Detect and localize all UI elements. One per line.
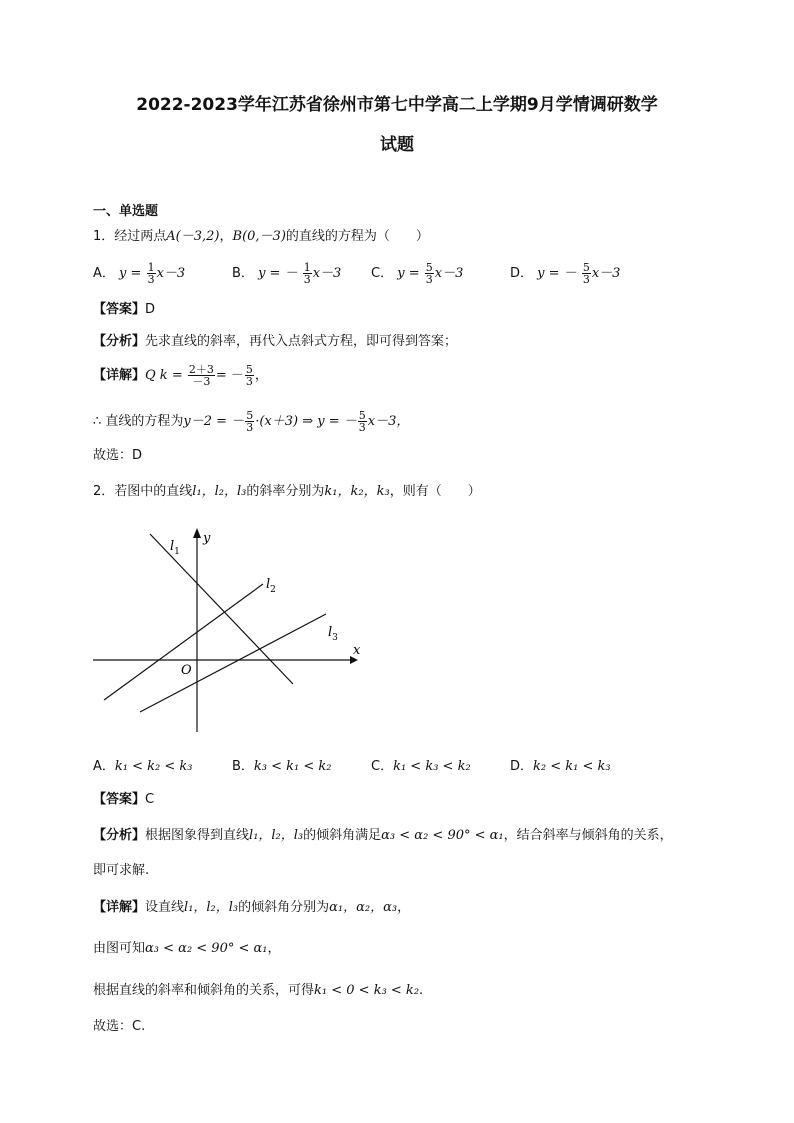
option-lhs: y = － bbox=[537, 266, 577, 281]
option-label: B． bbox=[232, 266, 254, 281]
label-l2: $l_2$ bbox=[266, 577, 276, 595]
frac-num: 1 bbox=[303, 261, 311, 274]
option-label: B． bbox=[232, 759, 254, 774]
frac-num: 1 bbox=[147, 261, 155, 274]
detail-mid: = － bbox=[215, 368, 244, 383]
frac-num: 5 bbox=[245, 363, 253, 376]
analysis-text: 先求直线的斜率，再代入点斜式方程，即可得到答案； bbox=[145, 334, 458, 349]
q1-stem-prefix: 1．经过两点 bbox=[93, 229, 167, 244]
detail-fraction bbox=[188, 364, 215, 387]
frac-den: －3 bbox=[192, 375, 211, 388]
frac-num: 5 bbox=[425, 261, 433, 274]
frac-num: 5 bbox=[582, 261, 590, 274]
q1-choose: 故选：D bbox=[93, 448, 143, 463]
q2-analysis-line2: 即可求解. bbox=[93, 863, 150, 878]
option-fraction bbox=[425, 262, 434, 285]
option-label: C． bbox=[371, 759, 394, 774]
q1-stem-suffix: 的直线的方程为（ ） bbox=[285, 229, 429, 244]
option-lhs: y = － bbox=[258, 266, 298, 281]
detail-mid: 的倾斜角分别为 bbox=[238, 900, 330, 915]
q2-option-a bbox=[93, 755, 193, 774]
option-rest: x－3 bbox=[591, 266, 621, 281]
slope-figure bbox=[88, 522, 368, 737]
detail-lines: l₁，l₂，l₃ bbox=[184, 900, 239, 915]
eq-lhs: y－2 = － bbox=[183, 414, 245, 429]
doc-title-line1: 2022-2023学年江苏省徐州市第七中学高二上学期9月学情调研数学 bbox=[136, 95, 658, 115]
frac-den: 3 bbox=[358, 421, 366, 434]
q1-point-b: B(0,－3) bbox=[232, 229, 286, 244]
q2-option-b bbox=[232, 755, 332, 774]
detail-end: ， bbox=[254, 368, 268, 383]
line-l1 bbox=[150, 534, 293, 684]
q2-analysis bbox=[93, 827, 673, 845]
option-rest: x－3 bbox=[434, 266, 464, 281]
q2-choose: 故选：C. bbox=[93, 1019, 146, 1034]
eq-fraction bbox=[245, 410, 254, 433]
q2-option-c bbox=[371, 755, 471, 774]
q1-equation-line bbox=[93, 410, 409, 433]
q2-figure-line bbox=[93, 940, 281, 958]
option-text: k₃ < k₁ < k₂ bbox=[253, 759, 332, 774]
analysis-post: ，结合斜率与倾斜角的关系， bbox=[503, 828, 673, 843]
option-label: C． bbox=[371, 266, 394, 281]
q1-option-b bbox=[232, 262, 341, 285]
detail-angles: α₁，α₂，α₃ bbox=[329, 900, 398, 915]
option-label: A． bbox=[93, 759, 115, 774]
detail-end: ， bbox=[397, 900, 411, 915]
answer-value: C bbox=[145, 792, 155, 807]
detail-tag: 【详解】 bbox=[93, 368, 146, 383]
q1-analysis bbox=[93, 333, 457, 351]
frac-num: 2＋3 bbox=[188, 363, 214, 376]
q2-slopes: k₁，k₂，k₃ bbox=[324, 484, 390, 499]
q2-lines: l₁，l₂，l₃ bbox=[192, 484, 247, 499]
rel-pre: 根据直线的斜率和倾斜角的关系，可得 bbox=[93, 983, 315, 998]
option-label: D． bbox=[510, 266, 534, 281]
detail-pre: 设直线 bbox=[145, 900, 185, 915]
analysis-mid: 的倾斜角满足 bbox=[303, 828, 382, 843]
frac-den: 3 bbox=[147, 273, 155, 286]
q1-stem bbox=[93, 228, 429, 246]
answer-tag: 【答案】 bbox=[93, 792, 146, 807]
q2-option-d bbox=[510, 755, 611, 774]
rel-end: . bbox=[419, 983, 424, 998]
q1-option-a bbox=[93, 262, 185, 285]
detail-fraction2 bbox=[245, 364, 254, 387]
q1-option-c bbox=[371, 262, 463, 285]
frac-den: 3 bbox=[246, 421, 254, 434]
fig-end: ， bbox=[267, 941, 281, 956]
detail-pre: Q k = bbox=[145, 368, 183, 383]
option-text: k₁ < k₂ < k₃ bbox=[114, 759, 193, 774]
frac-num: 5 bbox=[358, 409, 366, 422]
rel-cond: k₁ < 0 < k₃ < k₂ bbox=[314, 983, 420, 998]
eq-end: x－3， bbox=[367, 414, 410, 429]
analysis-cond: α₃ < α₂ < 90° < α₁ bbox=[381, 828, 504, 843]
option-lhs: y = bbox=[397, 266, 420, 281]
option-rest: x－3 bbox=[312, 266, 342, 281]
option-fraction bbox=[303, 262, 312, 285]
line-l2 bbox=[104, 584, 263, 700]
option-fraction bbox=[147, 262, 156, 285]
q2-answer bbox=[93, 791, 154, 809]
label-l1: $l_1$ bbox=[170, 539, 180, 557]
frac-den: 3 bbox=[303, 273, 311, 286]
eq-mid: ·(x＋3) ⇒ y = － bbox=[255, 414, 357, 429]
analysis-pre: 根据图象得到直线 bbox=[145, 828, 250, 843]
q2-stem bbox=[93, 483, 481, 501]
option-label: D． bbox=[510, 759, 534, 774]
frac-num: 5 bbox=[246, 409, 254, 422]
line-l3 bbox=[140, 614, 326, 712]
option-lhs: y = bbox=[119, 266, 142, 281]
doc-title-line2: 试题 bbox=[380, 135, 414, 155]
label-origin: O bbox=[181, 663, 192, 678]
q2-stem-mid: 的斜率分别为 bbox=[246, 484, 325, 499]
q2-stem-prefix: 2．若图中的直线 bbox=[93, 484, 193, 499]
frac-den: 3 bbox=[582, 273, 590, 286]
option-rest: x－3 bbox=[156, 266, 186, 281]
label-l3: $l_3$ bbox=[328, 625, 338, 643]
detail-tag: 【详解】 bbox=[93, 900, 146, 915]
eq-fraction2 bbox=[358, 410, 367, 433]
answer-value: D bbox=[145, 302, 156, 317]
q2-stem-suffix: ，则有（ ） bbox=[389, 484, 481, 499]
analysis-tag: 【分析】 bbox=[93, 828, 146, 843]
q1-sep: ， bbox=[219, 229, 233, 244]
fig-cond: α₃ < α₂ < 90° < α₁ bbox=[145, 941, 268, 956]
label-x: x bbox=[353, 643, 361, 658]
q1-option-d bbox=[510, 262, 620, 285]
option-text: k₂ < k₁ < k₃ bbox=[533, 759, 611, 774]
eq-pre: ∴ 直线的方程为 bbox=[93, 414, 184, 429]
q2-relation-line bbox=[93, 982, 423, 1000]
y-axis-arrow-icon bbox=[193, 528, 201, 538]
q1-point-a: A(－3,2) bbox=[166, 229, 220, 244]
analysis-lines: l₁，l₂，l₃ bbox=[249, 828, 304, 843]
option-text: k₁ < k₃ < k₂ bbox=[393, 759, 471, 774]
option-fraction bbox=[582, 262, 591, 285]
q1-answer bbox=[93, 301, 155, 319]
fig-pre: 由图可知 bbox=[93, 941, 146, 956]
q1-detail bbox=[93, 364, 268, 387]
analysis-tag: 【分析】 bbox=[93, 334, 146, 349]
option-label: A． bbox=[93, 266, 115, 281]
frac-den: 3 bbox=[425, 273, 433, 286]
answer-tag: 【答案】 bbox=[93, 302, 146, 317]
section-heading: 一、单选题 bbox=[93, 204, 159, 219]
frac-den: 3 bbox=[245, 375, 253, 388]
q2-detail bbox=[93, 899, 410, 917]
label-y: y bbox=[203, 531, 211, 546]
